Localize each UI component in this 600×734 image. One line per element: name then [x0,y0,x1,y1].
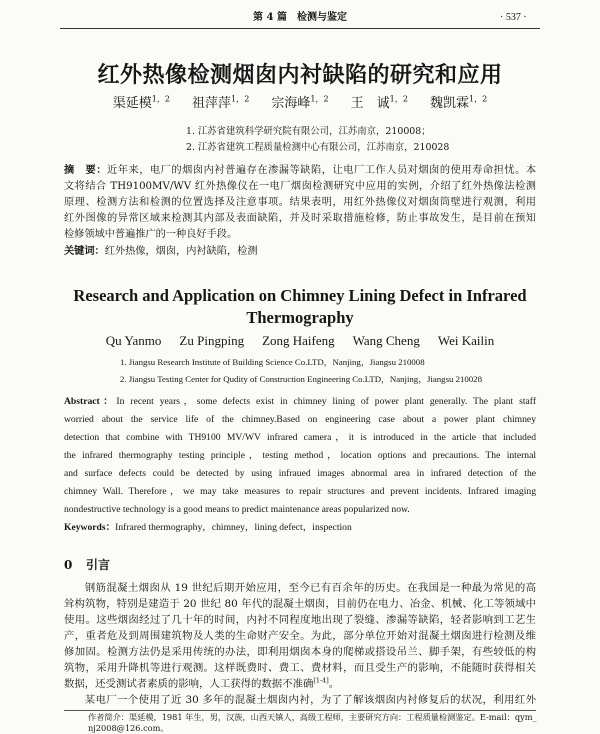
abstract-text: 近年来，电厂的烟囱内衬普遍存在渗漏等缺陷，让电厂工作人员对烟囱的使用寿命担忧。本 [106,165,537,176]
author-name: 渠延模 [112,96,152,111]
author-affiliation-mark: 1，2 [389,94,408,104]
author-name: 魏凯霖 [429,96,469,111]
body-line: 钢筋混凝土烟囱从 19 世纪后期开始应用，至今已有百余年的历史。在我国是一种最为常见的高 [84,582,536,594]
author-affiliation-mark: 1，2 [231,94,250,104]
abstract-line: 检修领域中普遍推广的一种良好手段。 [64,229,238,240]
title-chinese: 红外热像检测烟囱内衬缺陷的研究和应用 [97,62,503,88]
author-affiliation-mark: 1，2 [468,94,488,104]
abstract-english [64,393,536,537]
body-line: 使用。这些烟囱经过了几十年的时间，内衬不同程度地出现了裂缝、渗漏等缺陷，轻者影响到工艺生 [64,614,536,626]
body-line: 耸构筑物，特别是建造于 20 世纪 80 年代的混凝土烟囱，目前仍在电力、冶金、机械、化工等领域中 [64,598,536,610]
author-en: Zong Haifeng [262,333,335,348]
author-cn [271,95,328,113]
abstract-line: and surface defects could be detected by using infraued images abnormal area in infrared detection of the [64,468,536,479]
body-text-segment: 数据，还受测试者素质的影响，人工获得的数据不准确 [64,678,314,690]
author-affiliation-mark: 1，2 [151,94,171,104]
author-cn [351,95,408,113]
author-cn [430,95,487,113]
affiliation-line: 2. Jiangsu Testing Center for Qudity of Construction Engineering Co.LTD，Nanjing，Jiangsu 210028 [120,374,482,384]
abstract-line: 红外图像的异常区域来检测其内部及表面缺陷，并及时采取措施检修，防止事故发生，是目前在预知 [64,213,536,224]
keywords-label: 关键词： [64,245,105,257]
running-header-section: 第 4 篇 检测与鉴定 [253,12,347,23]
body-line: 产，重者危及到周围建筑物及人类的生命财产安全。为此，部分单位开始对混凝土烟囱进行检测及维 [64,630,536,642]
body-text-segment: 。 [328,678,340,690]
keywords-label: Keywords： [64,522,116,533]
affiliations-english [120,354,482,388]
author-affiliation-mark: 1，2 [310,94,329,104]
title-english [0,285,600,329]
author-cn [113,95,170,113]
abstract-text: In recent years，some defects exist in chimney lining of power plant generally. The plant staff [116,396,537,407]
abstract-line: the infrared thermography testing principle，testing method，location options and precautions. The internal [64,450,536,461]
author-en: Wei Kailin [437,333,495,348]
abstract-chinese [64,162,536,260]
footnote-rule [64,710,536,711]
body-line: 筑物，采用升降机等进行观测。这样既费时、费工、费材料，而且受生产的影响，不能随时获得相关 [64,662,536,674]
authors-english [0,333,600,349]
section-heading [64,557,110,573]
author-name: 宗海峰 [271,96,311,111]
author-en: Zu Pingping [179,333,245,348]
citation-reference: [1-4] [313,676,329,685]
header-rule [60,28,540,29]
footnote-line: nj2008@126.com。 [88,723,169,733]
body-line: 某电厂一个使用了近 30 多年的混凝土烟囱内衬，为了了解该烟囱内衬修复后的状况，利用红外 [84,694,536,706]
abstract-line: detection that combine with TH9100 MV/WV infrared camera，it is introduced in the article that included [64,432,536,443]
body-line: 修加固。检测方法仍是采用传统的办法，即利用烟囱本身的爬梯或搭设吊兰、脚手架，有些较低的构 [64,646,536,658]
keywords-text: Infrared thermography，chimney，lining defect，inspection [115,522,352,533]
author-en: Wang Cheng [352,333,420,348]
title-line: Thermography [246,308,354,327]
abstract-line [64,393,536,411]
affiliation-line: 1. 江苏省建筑科学研究院有限公司，江苏南京，210008； [186,126,431,137]
affiliations-chinese [186,124,449,156]
abstract-line [64,162,536,179]
abstract-line: 文将结合 TH9100MV/WV 红外热像仪在一电厂烟囱检测研究中应用的实例，介绍了红外热像法检测 [64,181,536,192]
abstract-line: 原理、检测方法和检测的位置选择及注意事项。结果表明，用红外热像仪对烟囱筒壁进行观测，利用 [64,197,536,208]
keywords-line [64,243,536,260]
section-number: 0 [64,558,73,572]
abstract-label: Abstract： [64,396,117,407]
abstract-label: 摘 要： [64,164,107,176]
page-number: · 537 · [500,12,527,23]
author-name: 祖萍萍 [192,96,232,111]
title-line: Research and Application on Chimney Lining Defect in Infrared [73,286,527,305]
abstract-line: worried about the service life of the chimney.Based on engineering case about a power plant chimney [64,414,536,425]
section-title: 引言 [86,558,111,572]
author-en: Qu Yanmo [105,333,162,348]
body-line [64,676,536,692]
authors-chinese [0,95,600,113]
abstract-line: nondestructive technology is a good means to predict maintenance areas popularized now. [64,504,410,515]
author-cn [192,95,249,113]
author-footnote [88,712,537,734]
affiliation-line: 1. Jiangsu Research Institute of Building Science Co.LTD，Nanjing，Jiangsu 210008 [120,357,425,367]
affiliation-line: 2. 江苏省建筑工程质量检测中心有限公司，江苏南京，210028 [186,142,450,153]
keywords-line [64,519,536,537]
footnote-line: 作者简介：渠延模，1981 年生，男，汉族，山西天镇人，高级工程师，主要研究方向：工程质量检测鉴定。E-mail：qym_ [88,712,537,722]
author-name: 王 诚 [350,96,390,111]
abstract-line: chimney Wall. Therefore，we may take measures to repair structures and prevent incidents. Infrared imaging [64,486,536,497]
keywords-text: 红外热像，烟囱，内衬缺陷，检测 [104,246,258,257]
body-text [64,580,536,708]
